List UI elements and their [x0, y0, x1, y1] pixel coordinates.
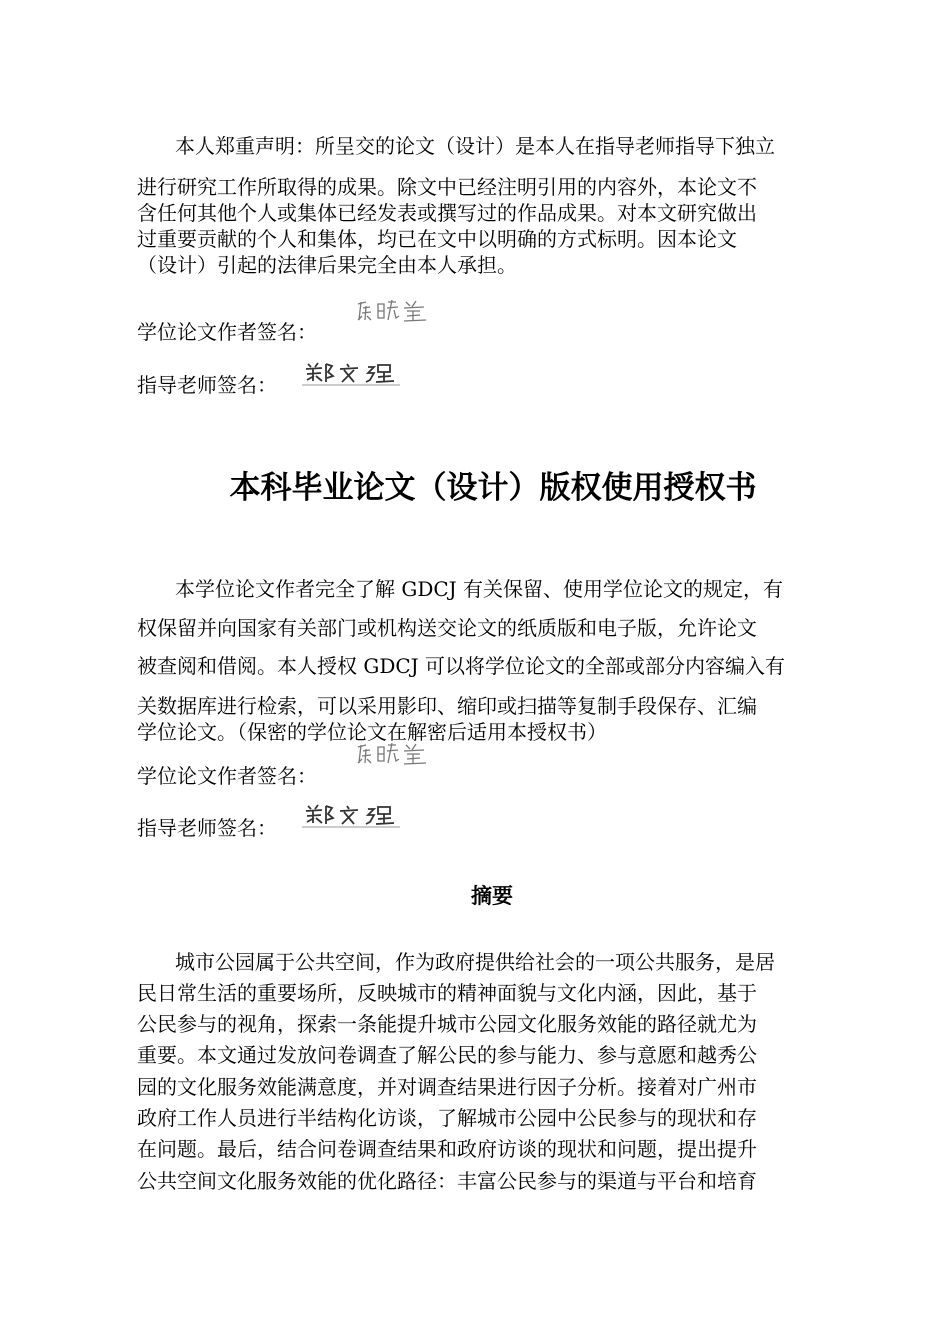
abstract-line: 重要。本文通过发放问卷调查了解公民的参与能力、参与意愿和越秀公: [137, 1043, 757, 1067]
abstract-line: 在问题。最后，结合问卷调查结果和政府访谈的现状和问题，提出提升: [137, 1137, 757, 1161]
advisor-signature-image: [302, 358, 402, 388]
authorization-line: 本学位论文作者完全了解 GDCJ 有关保留、使用学位论文的规定，有: [175, 577, 784, 601]
authorization-line: 学位论文。（保密的学位论文在解密后适用本授权书）: [137, 720, 607, 744]
declaration-line: 进行研究工作所取得的成果。除文中已经注明引用的内容外，本论文不: [137, 175, 757, 199]
advisor-signature-image-2: [302, 800, 402, 830]
author-signature-image-2: [352, 737, 434, 769]
abstract-line: 公民参与的视角，探索一条能提升城市公园文化服务效能的路径就尤为: [137, 1012, 757, 1036]
abstract-line: 园的文化服务效能满意度，并对调查结果进行因子分析。接着对广州市: [137, 1075, 757, 1099]
abstract-line: 公共空间文化服务效能的优化路径：丰富公民参与的渠道与平台和培育: [137, 1169, 757, 1193]
author-signature-label: 学位论文作者签名：: [137, 320, 317, 344]
authorization-line: 权保留并向国家有关部门或机构送交论文的纸质版和电子版，允许论文: [137, 616, 757, 640]
author-signature-label-2: 学位论文作者签名：: [137, 764, 317, 788]
authorization-line: 被查阅和借阅。本人授权 GDCJ 可以将学位论文的全部或部分内容编入有: [137, 654, 786, 678]
declaration-line: （设计）引起的法律后果完全由本人承担。: [137, 253, 517, 277]
advisor-signature-label: 指导老师签名：: [137, 373, 277, 397]
abstract-line: 政府工作人员进行半结构化访谈，了解城市公园中公民参与的现状和存: [137, 1106, 757, 1130]
declaration-line: 过重要贡献的个人和集体，均已在文中以明确的方式标明。因本论文: [137, 227, 737, 251]
abstract-line: 城市公园属于公共空间，作为政府提供给社会的一项公共服务，是居: [175, 950, 775, 974]
authorization-line: 关数据库进行检索，可以采用影印、缩印或扫描等复制手段保存、汇编: [137, 694, 757, 718]
advisor-signature-label-2: 指导老师签名：: [137, 816, 277, 840]
abstract-title: 摘要: [471, 884, 513, 908]
author-signature-image: [352, 294, 434, 326]
authorization-title: 本科毕业论文（设计）版权使用授权书: [229, 470, 757, 506]
declaration-line: 本人郑重声明：所呈交的论文（设计）是本人在指导老师指导下独立: [175, 134, 775, 158]
abstract-line: 民日常生活的重要场所，反映城市的精神面貌与文化内涵，因此，基于: [137, 981, 757, 1005]
declaration-line: 含任何其他个人或集体已经发表或撰写过的作品成果。对本文研究做出: [137, 201, 757, 225]
